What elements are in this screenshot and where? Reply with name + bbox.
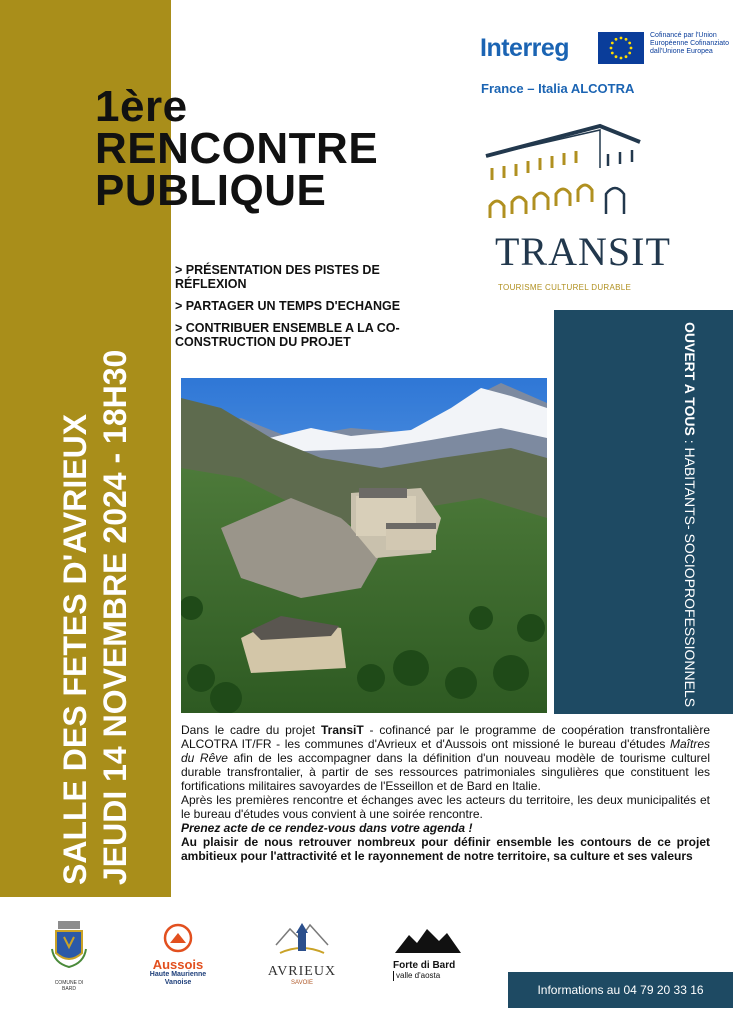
date-line: JEUDI 14 NOVEMBRE 2024 - 18H30 xyxy=(97,349,133,885)
contact-info: Informations au 04 79 20 33 16 xyxy=(508,972,733,1008)
avrieux-church-icon xyxy=(274,915,330,959)
agenda-list xyxy=(175,263,435,357)
interreg-logo xyxy=(480,34,569,63)
page-title xyxy=(95,82,379,215)
interreg-wordmark: Interreg xyxy=(480,34,570,62)
fort-landscape-photo xyxy=(181,378,547,713)
description-paragraph-1 xyxy=(181,723,710,793)
title-line-2: RENCONTRE xyxy=(95,124,379,173)
text-run: Dans le cadre du projet xyxy=(181,723,321,737)
forte-mountain-icon xyxy=(393,927,463,955)
title-line-3: PUBLIQUE xyxy=(95,166,327,215)
transit-wordmark: TRANSIT xyxy=(495,229,671,274)
aussois-sub2: Vanoise xyxy=(164,979,192,986)
audience-bold: OUVERT A TOUS xyxy=(682,322,698,436)
bard-crest-logo xyxy=(48,919,90,992)
avrieux-name: AVRIEUX xyxy=(267,964,337,979)
avrieux-sub: SAVOIE xyxy=(291,980,313,986)
closing-statement: Au plaisir de nous retrouver nombreux pour définir ensemble les contours de ce projet ambitieux pour l'attractivité et le rayonnement de notre territoire, sa culture et ses valeurs xyxy=(181,835,710,863)
agenda-reminder: Prenez acte de ce rendez-vous dans votre agenda ! xyxy=(181,821,473,835)
forte-di-bard-logo xyxy=(393,927,488,981)
agenda-item: > PARTAGER UN TEMPS D'ECHANGE xyxy=(175,299,401,313)
audience-text xyxy=(682,322,698,707)
aussois-sub1: Haute Maurienne xyxy=(149,971,207,978)
text-run: - cofinancé par le programme de coopération transfrontalière ALCOTRA IT/FR - les communes d'Avrieux et d'Aussois ont missioné le bureau d'études xyxy=(181,723,710,751)
eu-flag-icon xyxy=(598,32,644,64)
studio-name: Maîtres du Rêve xyxy=(181,737,710,765)
description-text xyxy=(181,723,710,863)
teal-side-band xyxy=(554,310,733,714)
agenda-item: > CONTRIBUER ENSEMBLE A LA CO-CONSTRUCTION DU PROJET xyxy=(175,321,400,349)
project-name: TransiT xyxy=(321,723,364,737)
aussois-logo xyxy=(142,923,214,987)
venue-line: SALLE DES FETES D'AVRIEUX xyxy=(57,413,93,885)
description-paragraph-2: Après les premières rencontre et échanges avec les acteurs du territoire, les deux municipalités et le bureau d'études vous convient à une soirée rencontre. xyxy=(181,793,710,821)
avrieux-logo xyxy=(262,915,342,987)
event-venue-date xyxy=(55,345,135,885)
aussois-name: Aussois xyxy=(152,957,204,972)
text-run: afin de les accompagner dans la définition d'un nouveau modèle de tourisme culturel durable transfrontalier, à partir de ses ressources patrimoniales singulières que constituent les fortifications militaires savoyardes de l'Esseillon et de Bard en Italie. xyxy=(181,751,710,793)
forte-sub: valle d'aosta xyxy=(393,971,488,981)
transit-tagline: TOURISME CULTUREL DURABLE xyxy=(498,283,632,292)
agenda-item: > PRÉSENTATION DES PISTES DE RÉFLEXION xyxy=(175,263,380,291)
title-line-1: 1ère xyxy=(95,82,188,131)
audience-rest: : HABITANTS- SOCIOPROFESSIONNELS xyxy=(682,435,698,708)
program-name: France – Italia ALCOTRA xyxy=(481,81,635,96)
forte-name: Forte di Bard xyxy=(393,960,456,971)
eu-cofunding-text: Cofinancé par l'Union Européenne Cofinanziato dall'Unione Europea xyxy=(650,32,730,55)
aussois-mountain-icon xyxy=(163,923,193,953)
bard-caption: COMUNE DI BARD xyxy=(54,980,84,992)
